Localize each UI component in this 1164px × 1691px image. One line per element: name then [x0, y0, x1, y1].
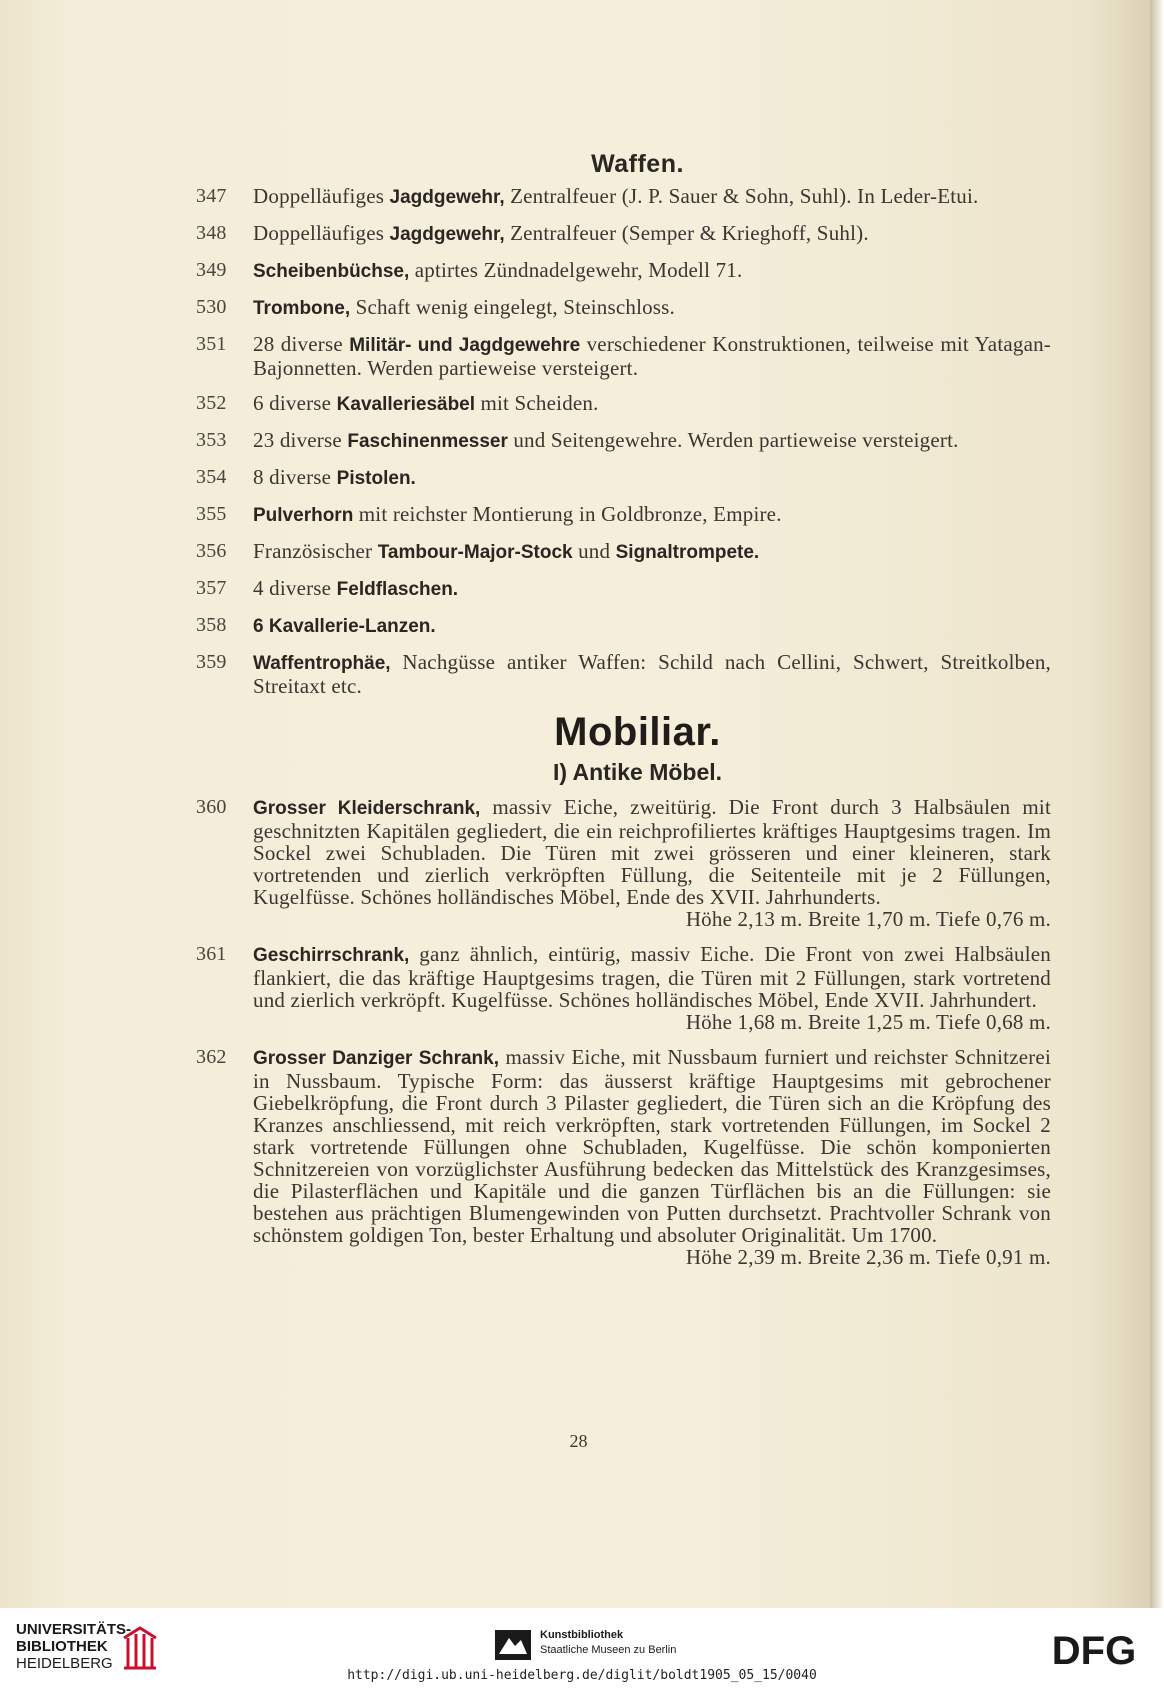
entry-keyword: Kavalleriesäbel	[336, 394, 476, 415]
entry-number: 358	[196, 614, 227, 636]
entry-number: 361	[196, 943, 227, 965]
entry-text: und	[572, 539, 616, 563]
section-heading-mobiliar: Mobiliar.	[554, 710, 721, 754]
entry-number: 530	[196, 296, 227, 318]
entry-number: 362	[196, 1046, 227, 1068]
kunstbibliothek-logo-icon	[495, 1630, 531, 1660]
entry-number: 352	[196, 392, 227, 414]
entry-text: und Seitengewehre. Werden partieweise versteigert.	[507, 428, 959, 452]
kb-line2: Staatliche Museen zu Berlin	[540, 1644, 677, 1656]
ub-line2: BIBLIOTHEK	[16, 1638, 108, 1655]
catalog-entry	[196, 1046, 1051, 1268]
entry-dimensions: Höhe 1,68 m. Breite 1,25 m. Tiefe 0,68 m.	[685, 1010, 1051, 1034]
entry-keyword: Waffentrophäe,	[253, 653, 391, 674]
footer-bar	[0, 1608, 1164, 1691]
ub-line3: HEIDELBERG	[16, 1655, 113, 1672]
entry-keyword: Signaltrompete.	[615, 542, 760, 563]
kb-line1: Kunstbibliothek	[540, 1629, 624, 1641]
ub-heidelberg-logo[interactable]	[16, 1621, 131, 1672]
catalog-entry	[196, 222, 1051, 246]
entry-keyword: Militär- und Jagdgewehre	[349, 335, 581, 356]
entry-keyword: Faschinenmesser	[347, 431, 508, 452]
catalog-entry	[196, 392, 1051, 416]
entry-keyword: Geschirrschrank,	[253, 945, 410, 966]
entry-keyword: Jagdgewehr,	[389, 187, 505, 208]
entry-text: ganz ähnlich, eintürig, massiv Eiche. Die Front von zwei Halbsäulen flankiert, die das kräftige Hauptgesims tragen, die Türen mit 2 Füllungen, stark vortretend und zierlich verkröpft. Kugelfüsse. Schönes holländisches Möbel, Ende XVII. Jahrhundert.	[253, 942, 1051, 1012]
entry-text: 4 diverse	[253, 576, 337, 600]
entry-text: aptirtes Zündnadelgewehr, Modell 71.	[409, 258, 743, 282]
entry-text: Doppelläufiges	[253, 221, 390, 245]
entry-number: 357	[196, 577, 227, 599]
catalog-entry	[196, 577, 1051, 601]
catalog-entry	[196, 503, 1051, 527]
catalog-entry	[196, 540, 1051, 564]
catalog-entry	[196, 185, 1051, 209]
entry-keyword: Grosser Danziger Schrank,	[253, 1048, 500, 1069]
entry-text: Französischer	[253, 539, 378, 563]
entry-number: 351	[196, 333, 227, 355]
catalog-entry	[196, 796, 1051, 930]
catalog-entry	[196, 614, 1051, 638]
catalog-entry	[196, 651, 1051, 697]
entry-number: 347	[196, 185, 227, 207]
entry-text: 28 diverse	[253, 332, 350, 356]
page-edge	[1150, 0, 1164, 1608]
entry-text: Zentralfeuer (Semper & Krieghoff, Suhl).	[504, 221, 869, 245]
ub-logo-icon	[118, 1624, 160, 1672]
catalog-entry	[196, 429, 1051, 453]
catalog-entry	[196, 296, 1051, 320]
section-heading-waffen: Waffen.	[591, 150, 684, 178]
entry-keyword: Feldflaschen.	[336, 579, 459, 600]
entry-number: 348	[196, 222, 227, 244]
catalog-entry	[196, 259, 1051, 283]
entry-number: 353	[196, 429, 227, 451]
entry-dimensions: Höhe 2,39 m. Breite 2,36 m. Tiefe 0,91 m.	[685, 1245, 1051, 1269]
entry-keyword: Tambour-Major-Stock	[377, 542, 573, 563]
kunstbibliothek-label[interactable]	[540, 1628, 676, 1658]
entry-text: massiv Eiche, mit Nussbaum furniert und reichster Schnitzerei in Nussbaum. Typische Form: das äusserst kräftige Hauptgesims mit gebrochener Giebelkröpfung, die Front durch 3 Pilaster gegliedert, die Türen sich an die Kröpfung des Kranzes anschliessend, mit reich verkröpften, stark vortretenden Füllungen, im Sockel 2 stark vortretende Füllungen ohne Schubladen, Kugelfüsse. Die schön komponierten Schnitzereien von vorzüglichster Ausführung bedecken das Mittelstück des Kranzgesimses, die Pilasterflächen und Kapitäle und die ganzen Türflächen bis an die Füllungen: sie bestehen aus prächtigen Blumengewinden von Putten durchsetzt. Prachtvoller Schrank von schönstem goldigen Ton, bester Erhaltung und absoluter Originalität. Um 1700.	[253, 1045, 1051, 1247]
catalog-entry	[196, 943, 1051, 1033]
entry-number: 356	[196, 540, 227, 562]
entry-text: mit reichster Montierung in Goldbronze, Empire.	[353, 502, 782, 526]
entry-text: Zentralfeuer (J. P. Sauer & Sohn, Suhl). In Leder-Etui.	[504, 184, 979, 208]
entry-keyword: Scheibenbüchse,	[253, 261, 410, 282]
moebel-list	[196, 796, 1051, 1268]
entry-keyword: Trombone,	[253, 298, 351, 319]
entry-number: 359	[196, 651, 227, 673]
entry-number: 355	[196, 503, 227, 525]
catalog-entry	[196, 466, 1051, 490]
entry-number: 354	[196, 466, 227, 488]
page-number: 28	[569, 1431, 588, 1451]
entry-keyword: 6 Kavallerie-Lanzen.	[253, 616, 436, 637]
page-content	[196, 150, 1051, 1281]
entry-keyword: Grosser Kleiderschrank,	[253, 798, 481, 819]
entry-text: Schaft wenig eingelegt, Steinschloss.	[350, 295, 676, 319]
entry-number: 349	[196, 259, 227, 281]
subsection-heading: I) Antike Möbel.	[552, 759, 723, 785]
dfg-logo[interactable]	[1038, 1630, 1150, 1670]
permalink-url[interactable]: http://digi.ub.uni-heidelberg.de/diglit/boldt1905_05_15/0040	[347, 1668, 817, 1683]
waffen-list	[196, 185, 1051, 697]
entry-keyword: Pistolen.	[336, 468, 416, 489]
entry-dimensions: Höhe 2,13 m. Breite 1,70 m. Tiefe 0,76 m.	[685, 907, 1051, 931]
entry-number: 360	[196, 796, 227, 818]
entry-text: Nachgüsse antiker Waffen: Schild nach Cellini, Schwert, Streitkolben, Streitaxt etc.	[253, 650, 1051, 698]
entry-text: mit Scheiden.	[475, 391, 599, 415]
entry-keyword: Pulverhorn	[253, 505, 354, 526]
catalog-entry	[196, 333, 1051, 379]
entry-text: 23 diverse	[253, 428, 348, 452]
entry-text: 8 diverse	[253, 465, 337, 489]
entry-text: Doppelläufiges	[253, 184, 390, 208]
entry-text: massiv Eiche, zweitürig. Die Front durch 3 Halbsäulen mit geschnitzten Kapitälen gegliedert, die ein reichprofiliertes kräftiges Hauptgesims tragen. Im Sockel zwei Schubladen. Die Türen mit zwei grösseren und einer kleineren, stark vortretenden und zierlich verkröpften Füllung, die Seitenteile mit je 2 Füllungen, Kugelfüsse. Schönes holländisches Möbel, Ende des XVII. Jahrhunderts.	[253, 795, 1052, 909]
ub-line1: UNIVERSITÄTS-	[16, 1621, 132, 1638]
entry-text: 6 diverse	[253, 391, 337, 415]
dfg-text: DFG	[1051, 1630, 1137, 1670]
entry-text: verschiedener Konstruktionen, teilweise mit Yatagan-Bajonnetten. Werden partieweise versteigert.	[253, 332, 1052, 380]
entry-keyword: Jagdgewehr,	[389, 224, 505, 245]
